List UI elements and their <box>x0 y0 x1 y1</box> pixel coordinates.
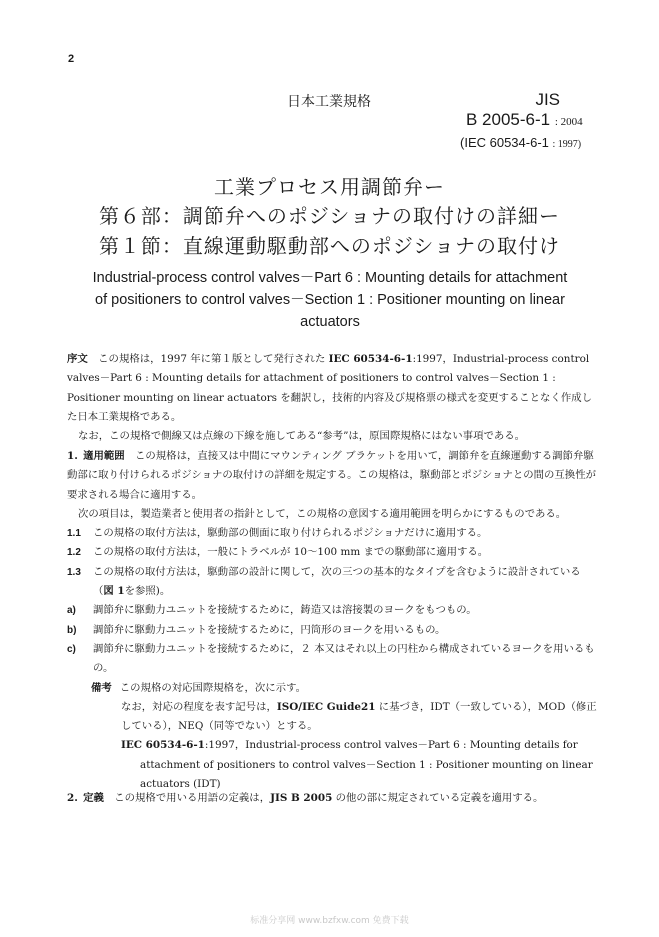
title-en: Industrial-process control valves－Part 6 : Mounting details for attachment of positioners to control valves－Section 1 : Positioner mounting on linear actuators <box>92 270 568 330</box>
title-ja-line1: 工業プロセス用調節弁ー <box>214 175 445 199</box>
iec-code <box>460 133 596 155</box>
iec-code-number: (IEC 60534-6-1 <box>460 135 549 150</box>
remarks-line1: この規格の対応国際規格を，次に示す。 <box>119 681 306 694</box>
standard-label: 日本工業規格 <box>287 94 371 110</box>
title-ja-line3: 第１節：直線運動駆動部へのポジショナの取付け <box>98 234 561 258</box>
subitem-text: 調節弁に駆動力ユニットを接続するために，円筒形のヨークを用いるもの。 <box>93 623 446 636</box>
remarks <box>91 679 597 698</box>
remarks-reference <box>121 736 597 794</box>
section-1 <box>67 447 597 794</box>
item-text: この規格の取付方法は，駆動部の側面に取り付けられるポジショナだけに適用する。 <box>93 527 488 540</box>
section-2-text-a: この規格で用いる用語の定義は， <box>114 792 271 804</box>
preface-text-a: この規格は，1997 年に第１版として発行された <box>98 353 326 365</box>
preface-paragraph <box>67 350 597 427</box>
standard-code-block <box>460 90 596 155</box>
list-item <box>67 563 597 602</box>
preface-note: なお，この規格で側線又は点線の下線を施してある“参考”は，原国際規格にはない事項である。 <box>78 430 526 443</box>
item-label: 1.1 <box>67 528 81 540</box>
section-1-text: この規格は，直接又は中間にマウンティング ブラケットを用いて，調節弁を直線運動する調節弁駆動部に取り付けられるポジショナの取付けの詳細を規定する。この規格は，駆動部とポジショナとの間の互換性が要求される場合に適用する。 <box>67 450 596 501</box>
item-text: この規格の取付方法は，一般にトラベルが 10～100 mm までの駆動部に適用する。 <box>93 546 489 559</box>
item-label: 1.2 <box>67 547 81 559</box>
section-2-number: 2. <box>67 792 78 804</box>
jis-label: JIS <box>535 90 560 109</box>
list-item <box>67 524 597 543</box>
section-1-para2: 次の項目は，製造業者と使用者の指針として，この規格の意図する適用範囲を明らかにするものである。 <box>78 507 567 520</box>
standard-code-year: : 2004 <box>554 116 583 128</box>
section-1-number: 1. <box>67 450 78 462</box>
section-1-paragraph <box>67 447 597 505</box>
subitem-text: 調節弁に駆動力ユニットを接続するために，２ 本又はそれ以上の円柱から構成されているヨークを用いるもの。 <box>93 642 595 675</box>
standard-code-number: B 2005-6-1 <box>466 110 551 129</box>
section-2 <box>67 789 597 808</box>
figure-ref: 図 1 <box>103 585 125 598</box>
preface <box>67 350 597 446</box>
list-item <box>67 621 597 640</box>
subitem-text: 調節弁に駆動力ユニットを接続するために，鋳造又は溶接製のヨークをもつもの。 <box>93 604 477 617</box>
subitem-label: a) <box>67 605 76 617</box>
subitem-label: b) <box>67 624 77 636</box>
title-ja-line2: 第６部：調節弁へのポジショナの取付けの詳細ー <box>98 204 561 228</box>
remarks-line2 <box>121 698 597 737</box>
remarks-line2-a: なお，対応の程度を表す記号は， <box>121 700 277 713</box>
item-text <box>93 563 597 602</box>
list-item <box>67 601 597 620</box>
section-2-text-b: の他の部に規定されている定義を適用する。 <box>332 792 544 804</box>
remarks-ref-text: :1997，Industrial-process control valves－Part 6 : Mounting details for attachment of positioners to control valves－Section 1 : Positioner mounting on linear actuators (IDT) <box>140 739 593 791</box>
remarks-guide-ref: ISO/IEC Guide21 <box>276 700 376 713</box>
preface-text-b: :1997，Industrial-process control valves－Part 6 : Mounting details for attachment of positioners to control valves－Section 1 : Positioner mounting on linear actuators を翻訳し，技術的内容及び規格票の様式を変更することなく作成した日本工業規格である。 <box>67 353 593 423</box>
subitem-label: c) <box>67 643 76 655</box>
remarks-ref-code: IEC 60534-6-1 <box>121 739 205 752</box>
list-item <box>67 543 597 562</box>
section-2-heading: 定義 <box>83 792 104 804</box>
list-item <box>67 640 597 679</box>
section-2-ref: JIS B 2005 <box>270 792 333 804</box>
preface-ref: IEC 60534-6-1 <box>328 353 413 365</box>
remarks-line2-b: に基づき，IDT（一致している），MOD（修正している），NEQ（同等でない）とする。 <box>121 700 597 733</box>
item13-text-a: この規格の取付方法は，駆動部の設計に関して，次の三つの基本的なタイプを含むように設計されている（ <box>93 565 581 598</box>
section-2-paragraph <box>67 789 597 808</box>
section-1-heading: 適用範囲 <box>83 450 125 462</box>
item13-text-b: を参照)。 <box>124 585 171 598</box>
footer-watermark: 标准分享网 www.bzfxw.com 免费下载 <box>250 916 409 926</box>
iec-code-year: : 1997) <box>552 139 582 150</box>
preface-heading: 序文 <box>67 353 88 365</box>
standard-code <box>466 109 596 133</box>
remarks-heading: 備考 <box>91 681 112 694</box>
item-label: 1.3 <box>67 566 81 578</box>
page-number: 2 <box>68 53 75 65</box>
